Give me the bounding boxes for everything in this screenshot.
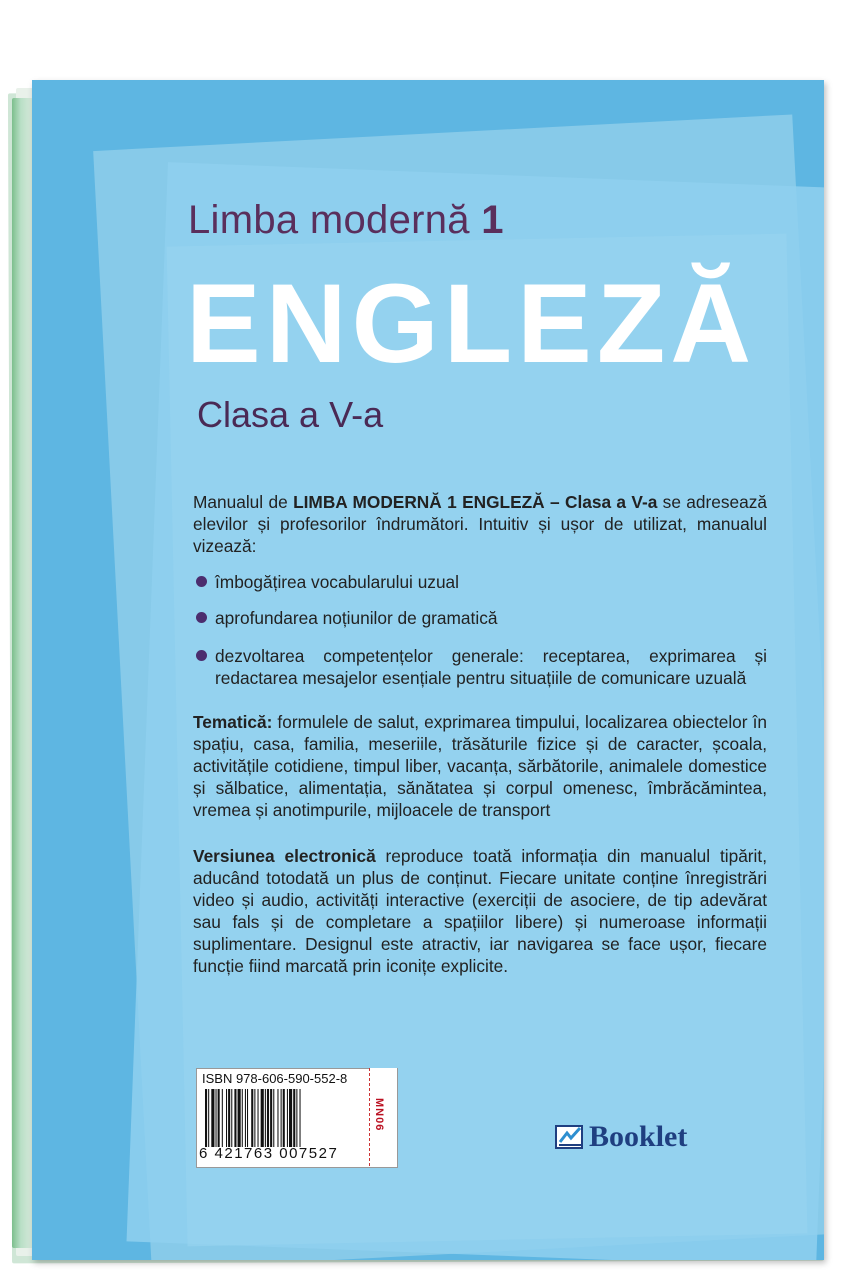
product-code: MN06 bbox=[373, 1098, 385, 1132]
versiune-paragraph bbox=[193, 845, 767, 977]
description-block bbox=[193, 491, 767, 977]
intro-text-continued: se adresează elevilor și profesorilor îndrumători. Intuitiv și ușor de utilizat, manualul vizează: bbox=[193, 492, 767, 556]
publisher-logo bbox=[555, 1120, 687, 1154]
intro-text: Manualul de bbox=[193, 492, 294, 512]
list-item-text: dezvoltarea competențelor generale: receptarea, exprimarea și redactarea mesajelor esențiale pentru situațiile de comunicare uzuală bbox=[215, 646, 767, 688]
publisher-name: Booklet bbox=[589, 1120, 688, 1153]
barcode-number: 6 421763 007527 bbox=[199, 1145, 339, 1162]
tematica-text: formulele de salut, exprimarea timpului, localizarea obiectelor în spațiu, casa, familia, meseriile, trăsăturile fizice și de caracter, școala, activitățile cotidiene, timpul liber, vacanța, sărbătorile, animalele domestice și sălbatice, alimentația, sănătatea și corpul omenesc, îmbrăcămintea, vremea și anotimpurile, mijloacele de transport bbox=[193, 712, 767, 820]
bullet-icon bbox=[196, 576, 207, 587]
book-subtitle bbox=[188, 198, 504, 243]
versiune-label: Versiunea electronică bbox=[193, 846, 376, 866]
bullet-icon bbox=[196, 612, 207, 623]
tematica-paragraph bbox=[193, 711, 767, 821]
list-item-text: aprofundarea noțiunilor de gramatică bbox=[215, 608, 498, 628]
tematica-label: Tematică: bbox=[193, 712, 273, 732]
list-item bbox=[193, 645, 767, 689]
list-item-text: îmbogățirea vocabularului uzual bbox=[215, 572, 460, 592]
list-item bbox=[193, 607, 767, 629]
book-grade: Clasa a V-a bbox=[197, 394, 384, 435]
intro-bold-text: LIMBA MODERNĂ 1 ENGLEZĂ – Clasa a V-a bbox=[293, 492, 658, 512]
list-item bbox=[193, 571, 767, 593]
versiune-text: reproduce toată informația din manualul tipărit, aducând totodată un plus de conținut. Fiecare unitate conține înregistrări video și audio, activități interactive (exerciții de asociere, de tip adevărat sau fals și de completare a spațiilor libere) și numeroase informații suplimentare. Designul este atractiv, iar navigarea se face ușor, fiecare funcție fiind marcată prin iconițe explicite. bbox=[193, 846, 767, 976]
bullet-icon bbox=[196, 650, 207, 661]
subtitle-number: 1 bbox=[481, 198, 504, 242]
intro-paragraph bbox=[193, 491, 767, 557]
barcode-label bbox=[196, 1068, 398, 1168]
isbn-text: ISBN 978-606-590-552-8 bbox=[202, 1071, 348, 1086]
subtitle-text: Limba modernă bbox=[188, 198, 470, 242]
booklet-logo-icon bbox=[555, 1124, 585, 1150]
product-code-tag bbox=[369, 1068, 397, 1166]
book-title: ENGLEZĂ bbox=[186, 261, 757, 386]
barcode-bars bbox=[205, 1089, 355, 1147]
bullet-list bbox=[193, 571, 767, 689]
